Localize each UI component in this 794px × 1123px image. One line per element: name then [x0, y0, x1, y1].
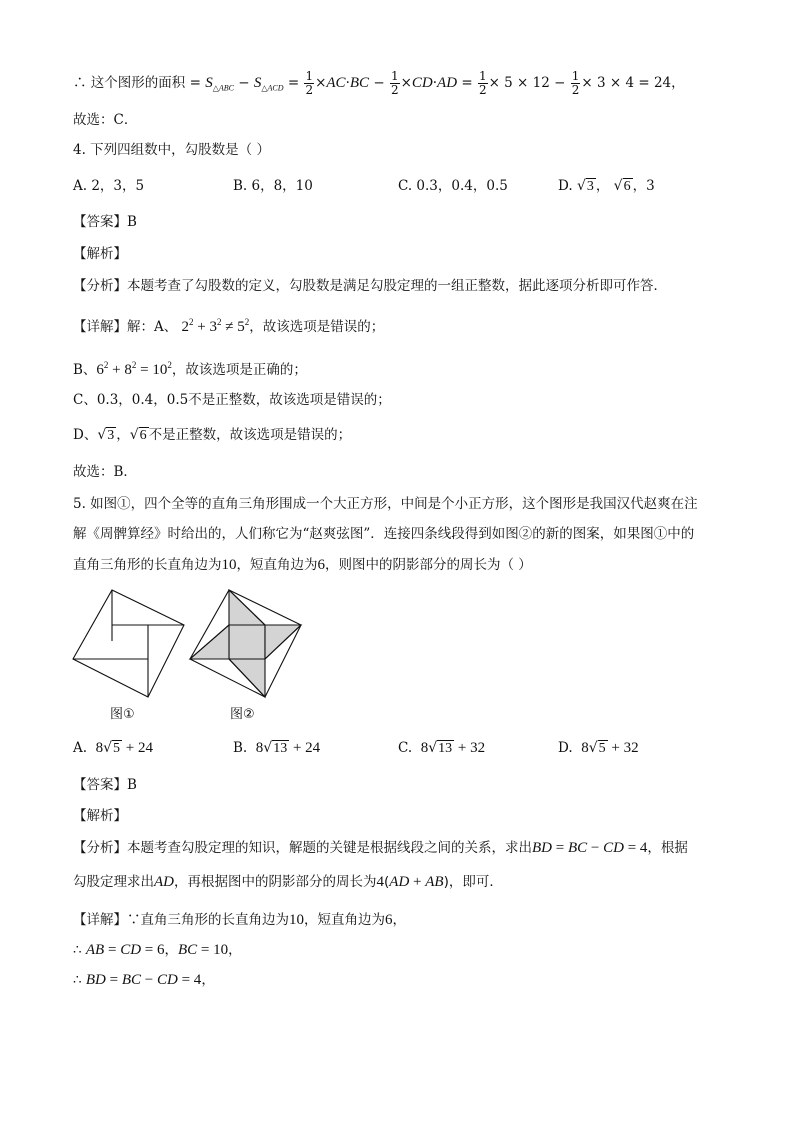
q4-stem: 4. 下列四组数中，勾股数是（ ）: [73, 142, 270, 158]
q3-area-formula: ∴ 这个图形的面积 = $S_{\triangle ABC} - S_{\triangle ACD}$ = $\frac{1}{2}$ ×AC·BC − $\frac{1}{2}$ ×CD·AD = $\frac{1}{2}$ × 5 × 12 − $\frac{1}{2}$ × 3 × 4 = 24，: [73, 69, 685, 97]
q5-stem-line1: 5. 如图①，四个全等的直角三角形围成一个大正方形，中间是个小正方形，这个图形是我国汉代赵爽在注: [73, 496, 698, 512]
q4-detail-d: D、√3 ，√6 不是正整数，故该选项是错误的；: [73, 427, 352, 443]
q5-option-d: D. 8√5 + 32: [558, 740, 639, 756]
q5-analysis-line1: 【分析】本题考查勾股定理的知识，解题的关键是根据线段之间的关系，求出BD = BC − CD = 4，根据: [73, 840, 688, 856]
q5-detail-line2: ∴ AB = CD = 6，BC = 10，: [73, 942, 242, 958]
q5-detail-line3: ∴ BD = BC − CD = 4，: [73, 972, 215, 988]
q4-option-d: D. √3 ， √6 ，3: [558, 178, 655, 194]
q5-detail-line1: 【详解】∵直角三角形的长直角边为10，短直角边为6，: [73, 912, 406, 928]
q4-analysis: 【分析】本题考查了勾股数的定义，勾股数是满足勾股定理的一组正整数，据此逐项分析即可作答．: [73, 278, 667, 294]
zhao-shuang-figure-2: [185, 585, 305, 700]
zhao-shuang-figure-1: [68, 585, 188, 700]
q4-analysis-head: 【解析】: [73, 246, 127, 262]
q5-stem-line2: 解《周髀算经》时给出的，人们称它为“赵爽弦图”．连接四条线段得到如图②的新的图案，如果图①中的: [73, 526, 695, 542]
q5-analysis-head: 【解析】: [73, 808, 127, 824]
q4-detail-c: C、0.3，0.4，0.5不是正整数，故该选项是错误的；: [73, 392, 391, 408]
q4-detail-b: B、$6^2 + 8^2 = 10^2$，故该选项是正确的；: [73, 360, 307, 378]
q5-analysis-line2: 勾股定理求出AD，再根据图中的阴影部分的周长为4(AD + AB)，即可．: [73, 874, 503, 890]
q5-stem-line3: 直角三角形的长直角边为10，短直角边为6，则图中的阴影部分的周长为（ ）: [73, 557, 532, 573]
q4-option-c: C. 0.3，0.4，0.5: [398, 178, 508, 194]
q5-option-b: B. 8√13 + 24: [233, 740, 321, 756]
q4-conclusion: 故选：B．: [73, 464, 137, 480]
q3-conclusion: 故选：C．: [73, 112, 138, 128]
q5-answer: 【答案】B: [73, 777, 137, 793]
q5-option-a: A. 8√5 + 24: [73, 740, 154, 756]
q4-answer: 【答案】B: [73, 214, 137, 230]
q5-option-c: C. 8√13 + 32: [398, 740, 486, 756]
q4-option-b: B. 6，8，10: [233, 178, 313, 194]
figure-1-caption: 图①: [110, 707, 135, 722]
q4-detail-a: 【详解】解：A、 $2^2 + 3^2 \ne 5^2$，故该选项是错误的；: [73, 317, 385, 335]
q4-option-a: A. 2，3，5: [73, 178, 145, 194]
figure-2-caption: 图②: [230, 707, 255, 722]
